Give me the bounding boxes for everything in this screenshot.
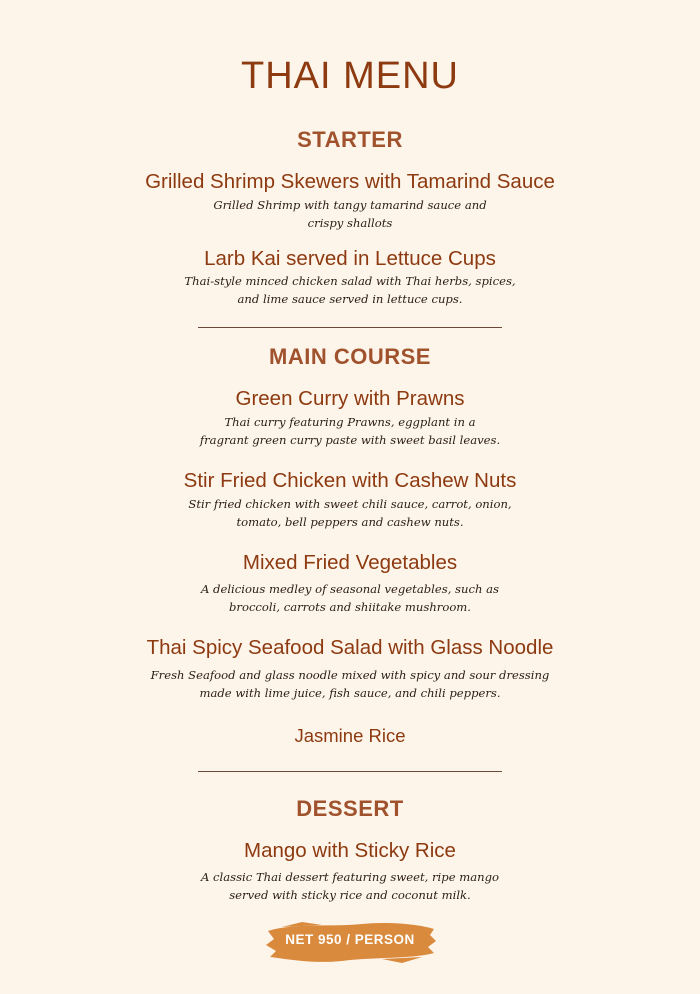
dish-name: Green Curry with Prawns [235,387,465,410]
dish-description-line: Fresh Seafood and glass noodle mixed with spicy and sour dressing [150,668,550,682]
dish-description [100,581,600,616]
dish-description-line: Grilled Shrimp with tangy tamarind sauce and [213,198,487,212]
section-divider [198,771,502,772]
dish-description [100,869,600,904]
dish-description-line: crispy shallots [307,215,393,230]
dish-description [100,667,600,702]
dish-name: Grilled Shrimp Skewers with Tamarind Sauce [145,170,555,193]
dish-description-line: A classic Thai dessert featuring sweet, ripe mango [200,870,500,884]
dish-description [100,496,600,531]
dish-description-line: tomato, bell peppers and cashew nuts. [236,514,464,529]
dish-name: Larb Kai served in Lettuce Cups [204,247,496,270]
dish-description-line: fragrant green curry paste with sweet basil leaves. [199,432,501,447]
section-heading-starter: STARTER [297,127,403,152]
dish-description-line: Stir fried chicken with sweet chili sauce, carrot, onion, [188,497,512,511]
dish-description-line: and lime sauce served in lettuce cups. [237,291,463,306]
dish-name-jasmine-rice: Jasmine Rice [294,725,406,746]
dish-description-line: Thai-style minced chicken salad with Thai herbs, spices, [184,274,516,288]
menu-title: THAI MENU [241,55,459,97]
dish-description-line: served with sticky rice and coconut milk. [229,887,471,902]
dish-description-line: Thai curry featuring Prawns, eggplant in a [224,415,476,429]
dish-description [100,414,600,449]
dish-description-line: A delicious medley of seasonal vegetables, such as [200,582,499,596]
section-heading-dessert: DESSERT [296,796,404,821]
dish-name: Thai Spicy Seafood Salad with Glass Noodle [146,636,554,659]
dish-name: Mango with Sticky Rice [244,839,456,862]
dish-description-line: broccoli, carrots and shiitake mushroom. [229,599,471,614]
section-divider [198,327,502,328]
dish-description [100,273,600,308]
price-badge [262,919,438,965]
dish-description [100,197,600,232]
dish-description-line: made with lime juice, fish sauce, and chili peppers. [199,685,501,700]
price-label: NET 950 / PERSON [285,932,415,947]
dish-name: Mixed Fried Vegetables [242,551,458,574]
dish-name: Stir Fried Chicken with Cashew Nuts [183,469,517,492]
section-heading-main-course: MAIN COURSE [269,344,431,369]
